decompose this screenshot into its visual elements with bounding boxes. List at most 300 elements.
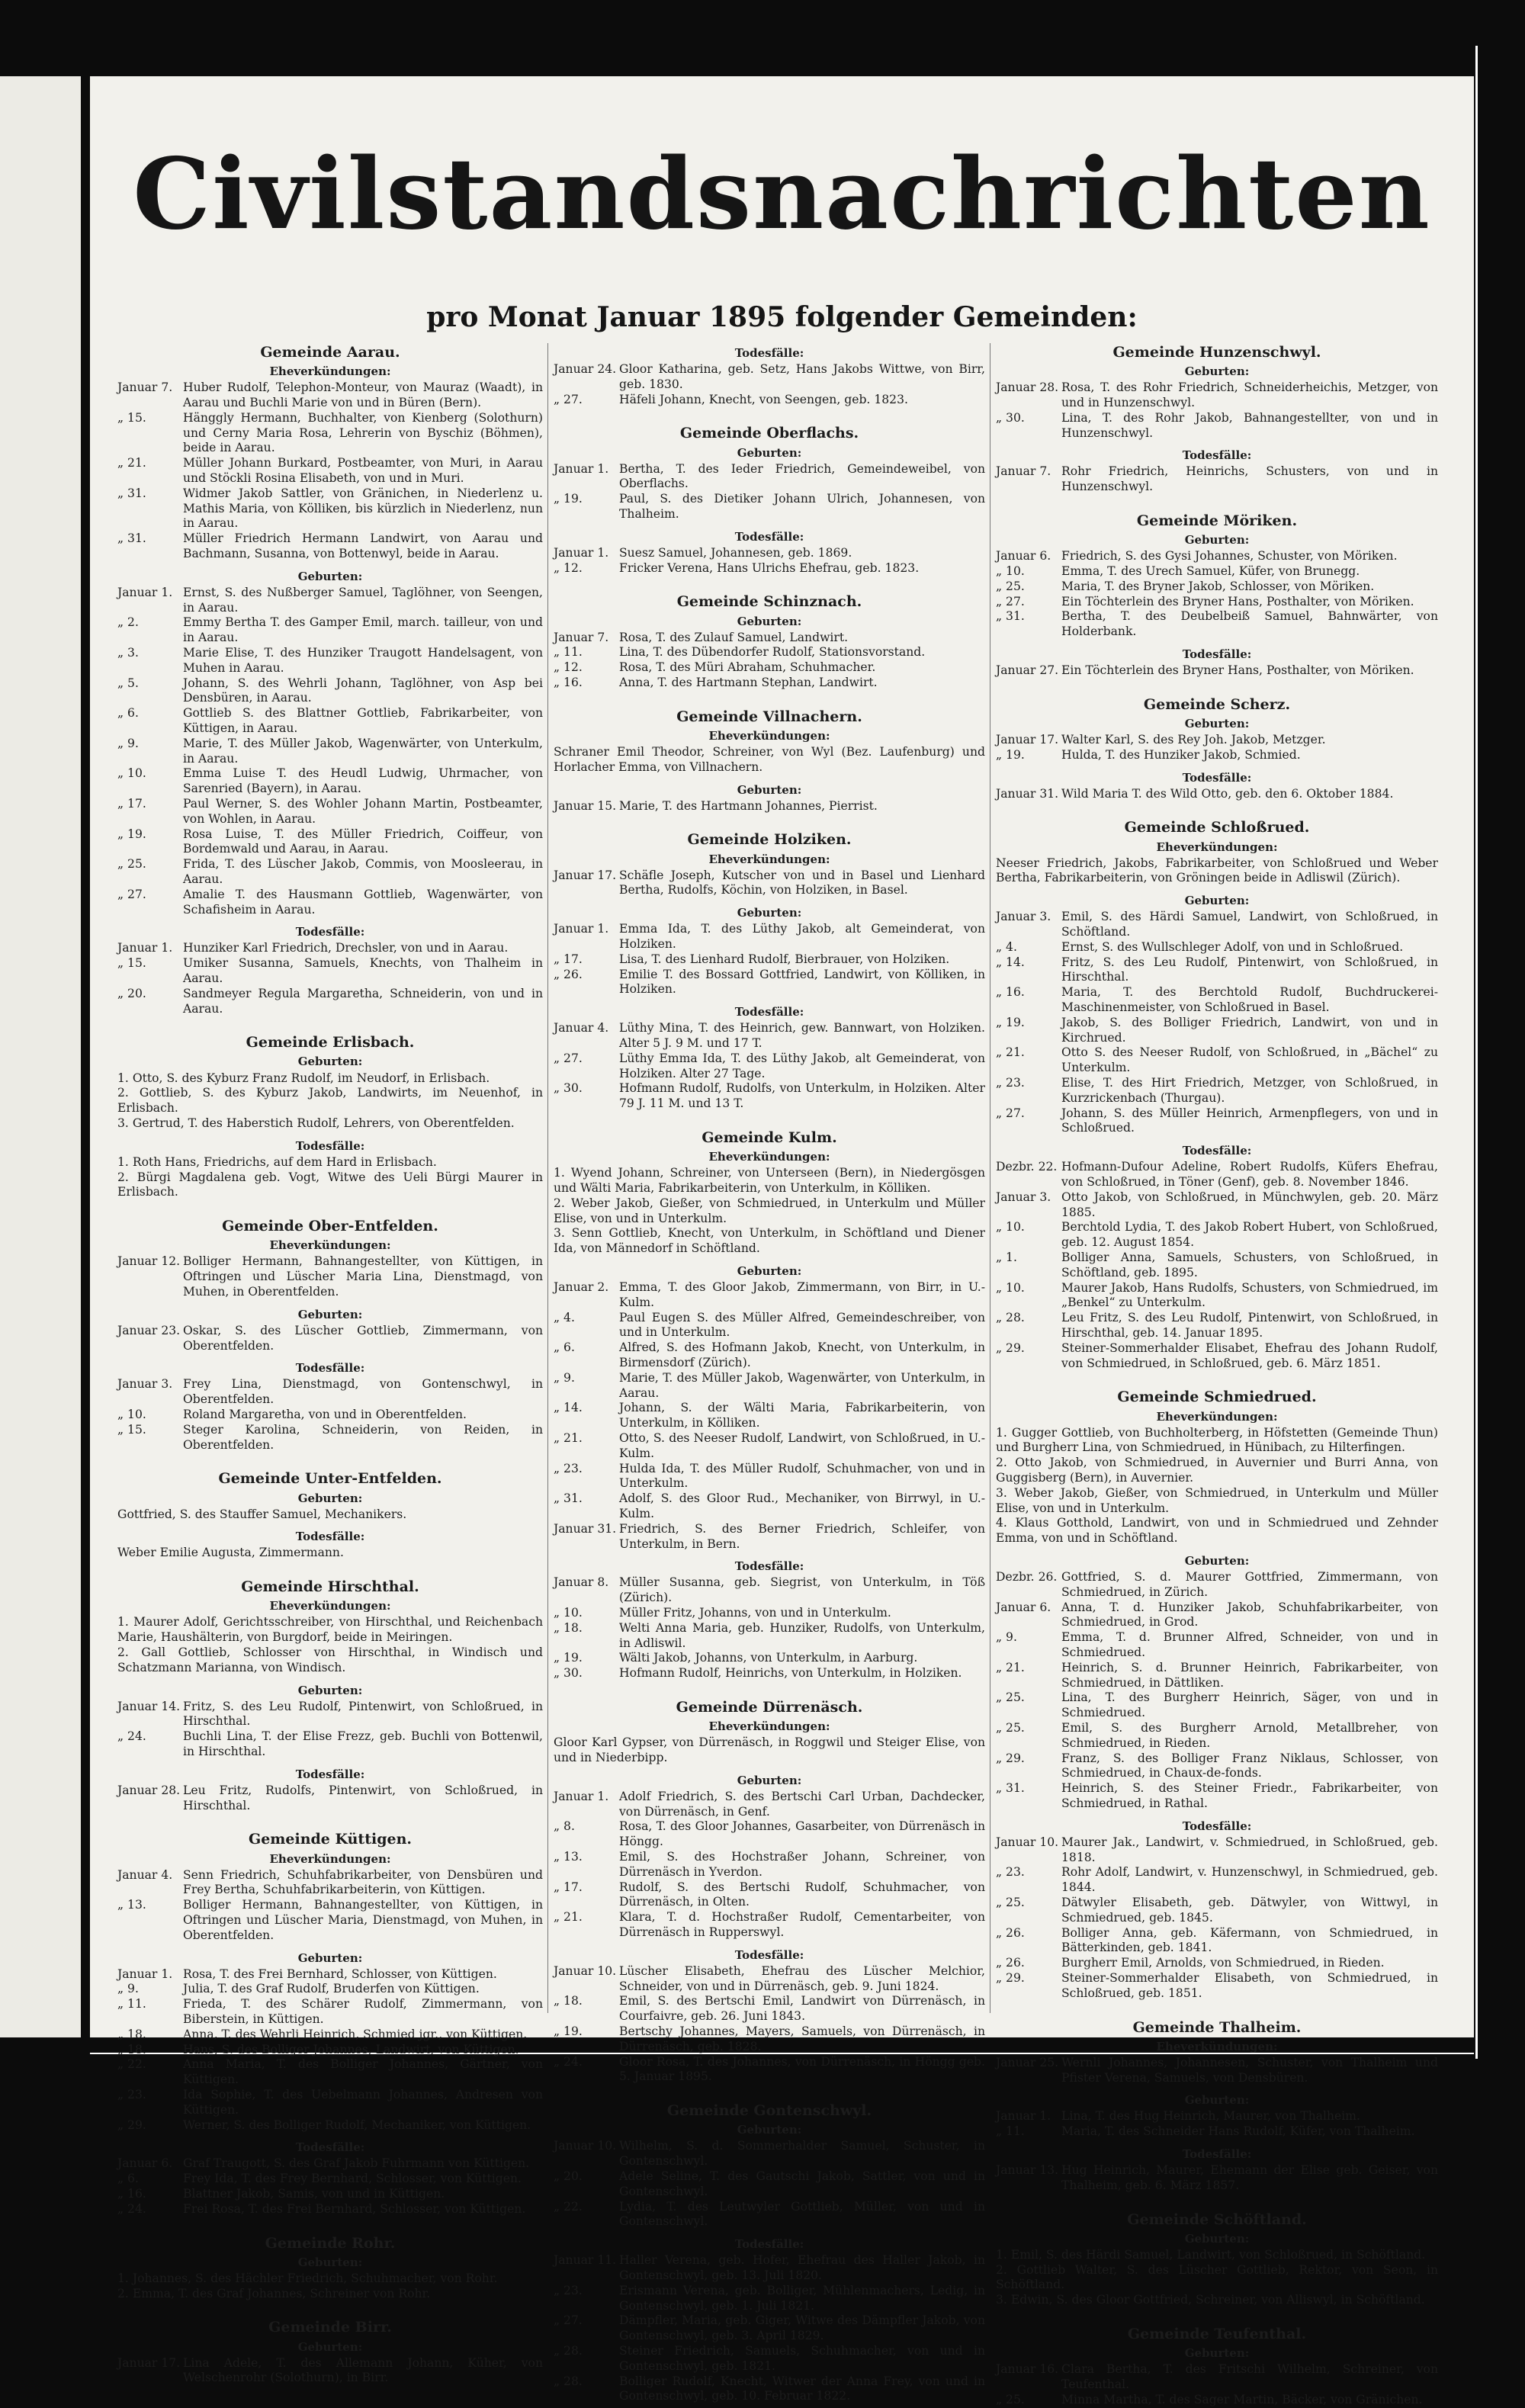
entry-text: Emma, T. des Urech Samuel, Küfer, von Brunegg.	[1061, 563, 1360, 578]
section-heading: Geburten:	[1184, 2093, 1250, 2108]
entry-date: Januar 12.	[117, 1254, 181, 1269]
record-entry	[996, 1721, 1438, 1751]
entry-text: Franz, S. des Bolliger Franz Niklaus, Schlosser, von Schmiedrued, in Chaux-de-fonds.	[1061, 1751, 1438, 1780]
entry-text: Alfred, S. des Hofmann Jakob, Knecht, von Unterkulm, in Birmensdorf (Zürich).	[619, 1340, 985, 1370]
record-entry	[554, 1431, 985, 1462]
entry-date: „ 6.	[117, 706, 139, 721]
record-entry	[554, 660, 985, 676]
record-section	[117, 1599, 543, 1675]
entry-date: Januar 17.	[996, 732, 1059, 746]
entry-date: „ 28.	[554, 2343, 583, 2358]
record-entry	[117, 1423, 543, 1453]
entry-date: „ 23.	[117, 2088, 146, 2101]
record-entry	[996, 549, 1438, 564]
entry-date: „ 5.	[117, 676, 139, 690]
record-entry	[554, 952, 985, 968]
section-heading: Eheverkündungen:	[708, 728, 830, 743]
community-block	[554, 2101, 985, 2404]
record-section	[554, 2123, 985, 2230]
entry-text: Lüscher Elisabeth, Ehefrau des Lüscher Melchior, Schneider, von und in Dürrenäsch, geb. 9. Juni 1824.	[619, 1963, 985, 1993]
record-section	[117, 2340, 543, 2387]
entry-date: Januar 2.	[554, 1280, 609, 1295]
record-entry	[554, 1226, 985, 1257]
entry-date: „ 2.	[117, 615, 139, 630]
entry-text: 1. Johannes, S. des Hächler Friedrich, Schuhmacher, von Rohr.	[117, 2271, 498, 2285]
entry-text: Steiner Friedrich, Samuels, Schuhmacher, von und in Gontenschwyl, geb. 1821.	[619, 2343, 985, 2373]
record-entry	[117, 2287, 543, 2302]
entry-date: „ 30.	[554, 1666, 583, 1681]
record-section	[996, 1819, 1438, 2002]
entry-text: Hans, S. des Bolliger Johannes, Landwirt, von Küttigen.	[183, 2042, 519, 2056]
community-block	[996, 2018, 1438, 2194]
entry-text: Wälti Jakob, Johanns, von Unterkulm, in Aarburg.	[619, 1651, 918, 1665]
record-entry	[554, 362, 985, 393]
entry-text: Rosa, T. des Frei Bernhard, Schlosser, von Küttigen.	[183, 1967, 497, 1981]
community-block	[996, 2325, 1438, 2408]
record-entry	[117, 646, 543, 676]
entry-text: 1. Maurer Adolf, Gerichtsschreiber, von Hirschthal, und Reichenbach Marie, Haushälterin, von Burgdorf, beide in Meiringen.	[117, 1615, 543, 1645]
entry-date: „ 20.	[117, 986, 146, 1000]
entry-text: Adolf, S. des Gloor Rud., Mechaniker, von Birrwyl, in U.-Kulm.	[619, 1491, 985, 1520]
entry-date: Januar 16.	[996, 2362, 1059, 2377]
entry-text: Neeser Friedrich, Jakobs, Fabrikarbeiter, von Schloßrued und Weber Bertha, Fabrikarbeiterin, von Gröningen beide in Adliswil (Zürich).	[996, 856, 1438, 885]
entry-date: Januar 28.	[996, 380, 1059, 395]
community-heading: Gemeinde Hirschthal.	[241, 1578, 419, 1596]
entry-date: „ 10.	[996, 1280, 1025, 1295]
entry-date: „ 18.	[554, 1994, 583, 2008]
entry-text: 1. Emil, S. des Härdi Samuel, Landwirt, von Schloßrued, in Schöftland.	[996, 2247, 1426, 2262]
record-entry	[554, 1021, 985, 1051]
entry-date: Januar 6.	[117, 2156, 173, 2171]
record-section	[117, 1139, 543, 1200]
record-section	[554, 346, 985, 407]
entry-date: „ 16.	[117, 2187, 146, 2201]
record-section	[554, 783, 985, 814]
record-entry	[554, 1880, 985, 1911]
community-block	[554, 592, 985, 690]
entry-text: Friedrich, S. des Berner Friedrich, Schleifer, von Unterkulm, in Bern.	[619, 1521, 985, 1551]
record-entry	[996, 1106, 1438, 1137]
entry-date: „ 11.	[117, 1997, 146, 2011]
record-entry	[554, 1166, 985, 1196]
entry-text: Rudolf, S. des Bertschi Rudolf, Schuhmacher, von Dürrenäsch, in Olten.	[619, 1880, 985, 1909]
record-entry	[554, 1522, 985, 1552]
entry-date: Januar 1.	[554, 461, 609, 476]
entry-date: Januar 6.	[996, 1600, 1051, 1614]
entry-text: 2. Weber Jakob, Gießer, von Schmiedrued, in Unterkulm und Müller Elise, von und in Unterkulm.	[554, 1196, 985, 1225]
community-block	[996, 695, 1438, 802]
community-heading: Gemeinde Kulm.	[702, 1129, 837, 1147]
record-entry	[117, 1408, 543, 1423]
entry-text: Lina, T. des Dübendorfer Rudolf, Stationsvorstand.	[619, 645, 926, 660]
entry-date: Januar 1.	[117, 585, 173, 599]
record-section	[117, 1238, 543, 1299]
record-entry	[554, 745, 985, 775]
entry-date: Januar 8.	[554, 1575, 609, 1590]
entry-date: „ 14.	[554, 1401, 583, 1415]
entry-text: Clara Bertha, T. des Fritschi Wilhelm, Schreiner, von Teufenthal.	[1061, 2362, 1438, 2391]
entry-date: „ 10.	[117, 766, 146, 781]
entry-text: Gottlieb S. des Blattner Gottlieb, Fabrikarbeiter, von Küttigen, in Aarau.	[183, 706, 543, 735]
record-entry	[554, 1401, 985, 1431]
entry-date: „ 10.	[554, 1606, 583, 1620]
record-entry	[996, 464, 1438, 495]
record-section	[996, 2147, 1438, 2194]
record-entry	[554, 1462, 985, 1492]
community-block	[996, 1388, 1438, 2001]
record-section	[554, 615, 985, 691]
community-heading: Gemeinde Scherz.	[1143, 695, 1291, 713]
record-entry	[117, 2043, 543, 2058]
record-entry	[554, 968, 985, 998]
record-entry	[996, 580, 1438, 595]
entry-date: „ 21.	[996, 1660, 1025, 1674]
entry-date: Januar 7.	[996, 464, 1051, 479]
entry-date: „ 27.	[996, 1106, 1025, 1120]
entry-date: „ 19.	[554, 492, 583, 506]
record-section	[996, 717, 1438, 763]
record-entry	[554, 1081, 985, 1112]
entry-text: Frei Rosa, T. des Frei Bernhard, Schlosser, von Küttigen.	[183, 2201, 526, 2216]
entry-date: Januar 15.	[554, 798, 617, 813]
entry-date: Januar 4.	[117, 1867, 173, 1882]
entry-text: Müller Susanna, geb. Siegrist, von Unterkulm, in Töß (Zürich).	[619, 1575, 985, 1605]
record-section	[554, 906, 985, 997]
community-block	[117, 1578, 543, 1813]
record-section	[554, 446, 985, 522]
entry-date: „ 4.	[554, 1310, 575, 1324]
record-section	[117, 1308, 543, 1354]
entry-text: Dämpfler, Maria, geb. Giger, Witwe des Dämpfler Jakob, von Gontenschwyl, geb. 3. April 1829.	[619, 2313, 985, 2343]
record-entry	[117, 827, 543, 858]
record-entry	[554, 2200, 985, 2230]
record-entry	[117, 1170, 543, 1201]
entry-date: „ 6.	[554, 1340, 575, 1355]
entry-date: „ 18.	[554, 1620, 583, 1635]
entry-text: Schraner Emil Theodor, Schreiner, von Wyl (Bez. Laufenburg) und Horlacher Emma, von Villnachern.	[554, 744, 985, 774]
record-entry	[996, 748, 1438, 763]
community-block	[117, 1830, 543, 2217]
section-heading: Geburten:	[297, 2255, 363, 2269]
record-entry	[117, 676, 543, 707]
entry-date: Januar 1.	[117, 941, 173, 955]
entry-text: Anna Maria, T. des Bolliger Johannes, Gärtner, von Küttigen.	[183, 2057, 543, 2087]
entry-text: Burgherr Emil, Arnolds, von Schmiedrued, in Rieden.	[1061, 1956, 1385, 1970]
entry-date: Januar 1.	[554, 1789, 609, 1803]
entry-text: Emilie T. des Bossard Gottfried, Landwirt, von Kölliken, in Holziken.	[619, 967, 985, 997]
entry-date: „ 13.	[117, 1898, 146, 1912]
entry-text: Häfeli Johann, Knecht, von Seengen, geb. 1823.	[619, 392, 908, 406]
record-entry	[996, 2393, 1438, 2408]
record-entry	[554, 462, 985, 493]
section-heading: Geburten:	[737, 2123, 802, 2137]
entry-text: Johann, S. des Müller Heinrich, Armenpflegers, von und in Schloßrued.	[1061, 1106, 1438, 1135]
entry-text: Ernst, S. des Nußberger Samuel, Taglöhner, von Seengen, in Aarau.	[183, 585, 543, 615]
entry-date: „ 24.	[117, 1729, 146, 1744]
record-section	[117, 1530, 543, 1561]
entry-text: 1. Roth Hans, Friedrichs, auf dem Hard in Erlisbach.	[117, 1154, 437, 1169]
entry-date: „ 29.	[117, 2117, 146, 2132]
entry-text: 3. Weber Jakob, Gießer, von Schmiedrued, in Unterkulm und Müller Elise, von und in Unterkulm.	[996, 1485, 1438, 1515]
entry-date: „ 1.	[996, 1251, 1017, 1264]
entry-text: Hofmann Rudolf, Heinrichs, von Unterkulm, in Holziken.	[619, 1666, 962, 1681]
entry-text: Heinrich, S. des Steiner Friedr., Fabrikarbeiter, von Schmiedrued, in Rathal.	[1061, 1781, 1438, 1810]
entry-text: Ein Töchterlein des Bryner Hans, Posthalter, von Möriken.	[1061, 594, 1414, 608]
entry-date: „ 9.	[117, 1982, 139, 1996]
record-entry	[996, 609, 1438, 640]
entry-date: Januar 7.	[117, 380, 173, 395]
entry-date: „ 30.	[554, 1081, 583, 1096]
entry-date: „ 9.	[996, 1630, 1017, 1645]
entry-text: Maria, T. des Bryner Jakob, Schlosser, von Möriken.	[1061, 579, 1375, 593]
entry-text: Steiner-Sommerhalder Elisabeth, von Schmiedrued, in Schloßrued, geb. 1851.	[1061, 1970, 1438, 2000]
record-section	[117, 1055, 543, 1131]
record-entry	[117, 1507, 543, 1523]
entry-date: „ 17.	[117, 796, 146, 811]
record-entry	[554, 645, 985, 660]
entry-date: „ 23.	[996, 1075, 1025, 1090]
entry-text: Gottfried, S. d. Maurer Gottfried, Zimmermann, von Schmiedrued, in Zürich.	[1061, 1569, 1438, 1599]
community-heading: Gemeinde Rohr.	[265, 2234, 396, 2252]
record-entry	[117, 1645, 543, 1676]
record-entry	[996, 1751, 1438, 1782]
record-entry	[996, 787, 1438, 802]
section-heading: Eheverkündungen:	[708, 852, 830, 866]
record-entry	[554, 2024, 985, 2055]
entry-text: Ida Sophie, T. des Uebelmann Johannes, Andresen von Küttigen.	[183, 2088, 543, 2117]
entry-text: Frida, T. des Lüscher Jakob, Commis, von Moosleerau, in Aarau.	[183, 857, 543, 886]
record-entry	[996, 1486, 1438, 1517]
entry-date: Januar 3.	[117, 1377, 173, 1392]
entry-date: „ 31.	[117, 531, 146, 546]
entry-text: Buchli Lina, T. der Elise Frezz, geb. Buchli von Bottenwil, in Hirschthal.	[183, 1729, 543, 1758]
entry-date: „ 21.	[996, 1045, 1025, 1060]
record-section	[554, 729, 985, 775]
record-entry	[996, 985, 1438, 1016]
entry-date: „ 27.	[554, 392, 583, 406]
entry-text: Maria, T. des Schneider Hans Rudolf, Küfer, von Thalheim.	[1061, 2124, 1415, 2139]
column-divider	[547, 343, 548, 2013]
record-entry	[117, 2172, 543, 2187]
record-entry	[554, 1575, 985, 1606]
entry-text: Erismann Verena, geb. Bolliger, Mühlenmachers, Ledig, in Gontenschwyl, geb. 1. Juli 1821.	[619, 2283, 985, 2313]
entry-date: „ 11.	[996, 2124, 1025, 2139]
entry-text: Rosa, T. des Zulauf Samuel, Landwirt.	[619, 630, 849, 644]
section-heading: Geburten:	[297, 1307, 363, 1321]
entry-text: Fritz, S. des Leu Rudolf, Pintenwirt, von Schloßrued, in Hirschthal.	[183, 1699, 543, 1729]
entry-date: „ 26.	[554, 967, 583, 981]
entry-date: „ 22.	[117, 2057, 146, 2072]
entry-text: 2. Gottlieb Walter, S. des Lüscher Gottlieb, Rektor, von Seon, in Schöftland.	[996, 2262, 1438, 2292]
record-entry	[117, 857, 543, 888]
record-entry	[554, 2253, 985, 2284]
entry-text: Gottfried, S. des Stauffer Samuel, Mechanikers.	[117, 1507, 407, 1521]
record-section	[996, 1410, 1438, 1546]
entry-text: 4. Klaus Gotthold, Landwirt, von und in Schmiedrued und Zehnder Emma, von und in Schöftland.	[996, 1516, 1438, 1546]
entry-text: Heinrich, S. d. Brunner Heinrich, Fabrikarbeiter, von Schmiedrued, in Dättliken.	[1061, 1660, 1438, 1690]
record-section	[117, 1491, 543, 1523]
entry-date: „ 18.	[117, 2027, 146, 2041]
entry-date: Januar 13.	[996, 2162, 1059, 2177]
entry-text: Hulda, T. des Hunziker Jakob, Schmied.	[1061, 747, 1301, 762]
record-entry	[554, 1850, 985, 1880]
record-entry	[996, 955, 1438, 986]
entry-text: Lisa, T. des Lienhard Rudolf, Bierbrauer, von Holziken.	[619, 952, 950, 966]
entry-text: Lina, T. des Rohr Jakob, Bahnangestellter, von und in Hunzenschwyl.	[1061, 410, 1438, 440]
section-heading: Geburten:	[1184, 2346, 1250, 2361]
record-entry	[996, 2248, 1438, 2263]
record-section	[554, 2237, 985, 2404]
entry-date: Januar 17.	[554, 868, 617, 882]
record-entry	[554, 1340, 985, 1371]
entry-text: Dätwyler Elisabeth, geb. Dätwyler, von Wittwyl, in Schmiedrued, geb. 1845.	[1061, 1895, 1438, 1925]
record-entry	[554, 1994, 985, 2024]
entry-date: „ 31.	[117, 486, 146, 500]
section-heading: Todesfälle:	[295, 925, 365, 939]
record-entry	[117, 456, 543, 486]
record-entry	[554, 1051, 985, 1082]
entry-text: Müller Johann Burkard, Postbeamter, von Muri, in Aarau und Stöckli Rosina Elisabeth, von und in Muri.	[183, 456, 543, 485]
community-block	[996, 343, 1438, 495]
entry-text: Adele Seline, T. des Gautschi Jakob, Sattler, von und in Gontenschwyl.	[619, 2169, 985, 2198]
entry-date: „ 25.	[996, 1690, 1025, 1705]
community-block	[554, 708, 985, 814]
record-entry	[117, 2057, 543, 2088]
entry-text: Rosa, T. des Müri Abraham, Schuhmacher.	[619, 660, 876, 675]
entry-text: Roland Margaretha, von und in Oberentfelden.	[183, 1407, 467, 1421]
section-heading: Todesfälle:	[734, 1005, 804, 1019]
entry-text: Hunziker Karl Friedrich, Drechsler, von und in Aarau.	[183, 941, 509, 955]
community-block	[554, 1698, 985, 2085]
section-heading: Todesfälle:	[295, 1767, 365, 1781]
entry-date: „ 3.	[117, 645, 139, 660]
entry-text: Widmer Jakob Sattler, von Gränichen, in Niederlenz u. Mathis Maria, von Kölliken, bis kürzlich in Niederlenz, nun in Aarau.	[183, 486, 543, 531]
record-section	[996, 533, 1438, 640]
record-entry	[117, 2356, 543, 2387]
community-heading: Gemeinde Schmiedrued.	[1117, 1389, 1317, 1406]
entry-date: „ 20.	[554, 2169, 583, 2183]
record-entry	[996, 1661, 1438, 1691]
record-section	[117, 1767, 543, 1814]
record-entry	[996, 1926, 1438, 1957]
entry-text: Suesz Samuel, Johannesen, geb. 1869.	[619, 545, 852, 560]
record-entry	[996, 2163, 1438, 2194]
section-heading: Geburten:	[297, 569, 363, 583]
record-entry	[996, 1281, 1438, 1312]
entry-text: Wernli Johannes, Johannesen, Schuster, von Thalheim und Pfister Verena, Samuels, von Densbüren.	[1061, 2055, 1438, 2085]
record-entry	[996, 1160, 1438, 1190]
section-heading: Geburten:	[1184, 533, 1250, 547]
entry-text: 1. Wyend Johann, Schreiner, von Unterseen (Bern), in Niedergösgen und Wälti Maria, Fabrikarbeiterin, von Unterkulm, in Kölliken.	[554, 1166, 985, 1195]
record-entry	[554, 2169, 985, 2200]
record-entry	[996, 1311, 1438, 1341]
entry-date: Januar 1.	[554, 922, 609, 936]
record-entry	[117, 380, 543, 411]
community-heading: Gemeinde Dürrenäsch.	[676, 1699, 863, 1716]
record-section	[996, 448, 1438, 495]
entry-text: Hofmann Rudolf, Rudolfs, von Unterkulm, in Holziken. Alter 79 J. 11 M. und 13 T.	[619, 1081, 985, 1111]
community-heading: Gemeinde Teufenthal.	[1127, 2325, 1307, 2342]
record-entry	[554, 1964, 985, 1995]
record-section	[554, 1005, 985, 1112]
entry-date: „ 31.	[554, 1491, 583, 1506]
entry-date: „ 29.	[996, 1340, 1025, 1355]
entry-text: Marie Elise, T. des Hunziker Traugott Handelsagent, von Muhen in Aarau.	[183, 645, 543, 675]
entry-text: Berchtold Lydia, T. des Jakob Robert Hubert, von Schloßrued, geb. 12. August 1854.	[1061, 1220, 1438, 1250]
entry-date: Januar 31.	[996, 786, 1059, 801]
community-block	[554, 424, 985, 576]
entry-text: Elise, T. des Hirt Friedrich, Metzger, von Schloßrued, in Kurzrickenbach (Thurgau).	[1061, 1075, 1438, 1105]
record-entry	[554, 868, 985, 899]
entry-text: Gloor Karl Gypser, von Dürrenäsch, in Roggwil und Steiger Elise, von und in Niederbipp.	[554, 1735, 985, 1764]
record-entry	[117, 2272, 543, 2287]
section-heading: Todesfälle:	[1182, 770, 1252, 785]
entry-date: „ 15.	[117, 1422, 146, 1437]
community-heading: Gemeinde Schinznach.	[676, 593, 862, 611]
record-entry	[996, 1971, 1438, 2002]
record-section	[554, 1150, 985, 1257]
record-entry	[554, 2344, 985, 2374]
record-entry	[117, 411, 543, 456]
community-heading: Gemeinde Thalheim.	[1132, 2018, 1302, 2036]
entry-text: Steiner-Sommerhalder Elisabet, Ehefrau des Johann Rudolf, von Schmiedrued, in Schloßrued, geb. 6. März 1851.	[1061, 1340, 1438, 1370]
entry-date: „ 29.	[996, 1970, 1025, 1985]
record-entry	[996, 595, 1438, 610]
entry-text: Otto, S. des Neeser Rudolf, Landwirt, von Schloßrued, in U.-Kulm.	[619, 1431, 985, 1460]
entry-date: „ 12.	[554, 660, 583, 675]
entry-date: „ 27.	[996, 594, 1025, 608]
section-heading: Geburten:	[737, 782, 802, 797]
entry-text: Schäfle Joseph, Kutscher von und in Basel und Lienhard Bertha, Rudolfs, Köchin, von Holziken, in Basel.	[619, 868, 985, 897]
entry-text: Marie, T. des Müller Jakob, Wagenwärter, von Unterkulm, in Aarau.	[183, 736, 543, 766]
record-entry	[117, 1155, 543, 1170]
record-section	[996, 364, 1438, 441]
section-heading: Geburten:	[1184, 2231, 1250, 2246]
entry-text: Rohr Adolf, Landwirt, v. Hunzenschwyl, in Schmiedrued, geb. 1844.	[1061, 1865, 1438, 1895]
record-entry	[554, 1196, 985, 1227]
section-heading: Geburten:	[297, 1683, 363, 1697]
entry-text: Frey Ida, T. des Frey Bernhard, Schlosser, von Küttigen.	[183, 2172, 522, 2186]
entry-date: „ 25.	[117, 857, 146, 872]
entry-date: „ 26.	[996, 1956, 1025, 1970]
section-heading: Eheverkündungen:	[1156, 2039, 1278, 2053]
record-entry	[117, 2028, 543, 2043]
entry-text: Werner, S. des Bolliger Rudolf, Mechaniker, von Küttigen.	[183, 2117, 531, 2132]
entry-text: Maurer Jak., Landwirt, v. Schmiedrued, in Schloßrued, geb. 1818.	[1061, 1835, 1438, 1864]
entry-date: Januar 27.	[996, 663, 1059, 677]
section-heading: Todesfälle:	[1182, 1819, 1252, 1833]
record-entry	[117, 737, 543, 767]
entry-date: „ 29.	[996, 1751, 1025, 1765]
section-heading: Todesfälle:	[734, 1947, 804, 1962]
entry-date: „ 9.	[117, 736, 139, 750]
record-section	[554, 1774, 985, 1941]
section-heading: Eheverkündungen:	[708, 1150, 830, 1164]
entry-date: Januar 1.	[554, 545, 609, 560]
community-block	[996, 2211, 1438, 2308]
record-entry	[996, 2124, 1438, 2140]
entry-text: Emma Luise T. des Heudl Ludwig, Uhrmacher, von Sarenried (Bayern), in Aarau.	[183, 766, 543, 796]
entry-date: Januar 24.	[554, 362, 617, 377]
entry-text: Gloor Katharina, geb. Setz, Hans Jakobs Wittwe, von Birr, geb. 1830.	[619, 362, 985, 391]
record-entry	[117, 797, 543, 827]
entry-date: „ 25.	[996, 2392, 1025, 2406]
entry-date: „ 27.	[554, 1051, 583, 1065]
entry-text: 2. Otto Jakob, von Schmiedrued, in Auvernier und Burri Anna, von Guggisberg (Bern), in Auvernier.	[996, 1456, 1438, 1485]
entry-text: Julia, T. des Graf Rudolf, Bruderfen von Küttigen.	[183, 1982, 480, 1996]
entry-date: Januar 10.	[996, 1835, 1059, 1849]
entry-text: 3. Senn Gottlieb, Knecht, von Unterkulm, in Schöftland und Diener Ida, von Männedorf in Schöftland.	[554, 1226, 985, 1256]
